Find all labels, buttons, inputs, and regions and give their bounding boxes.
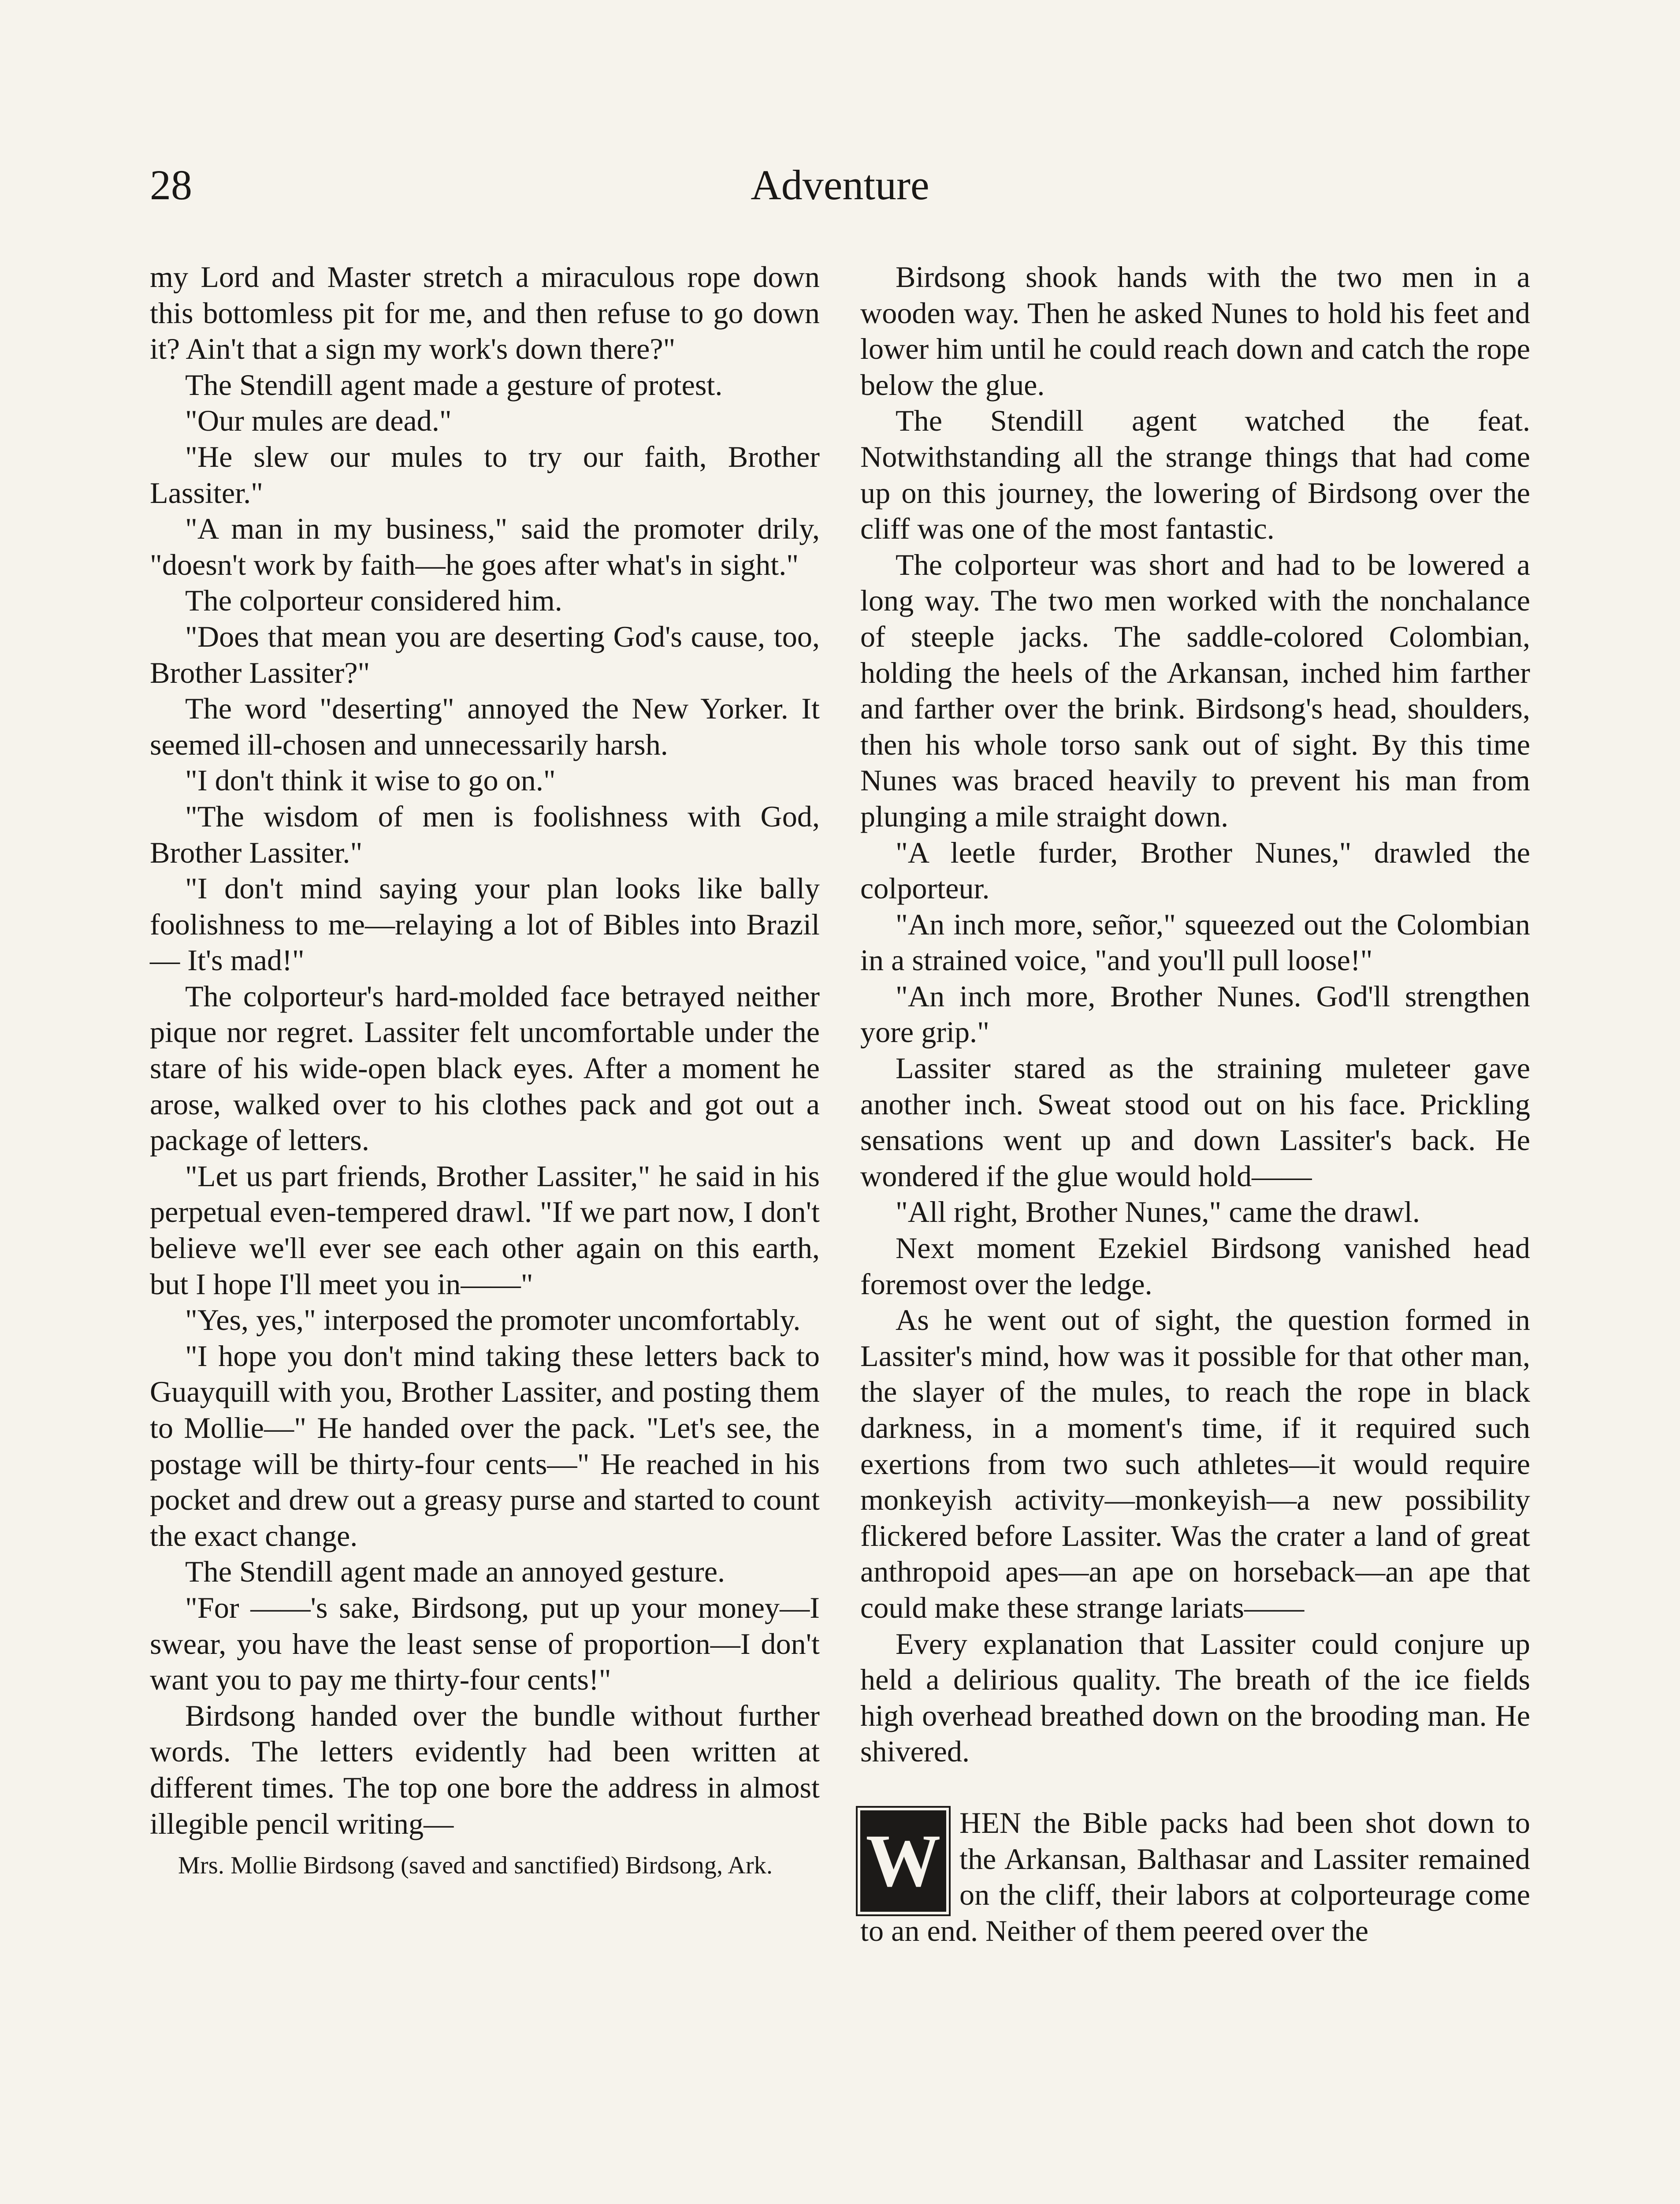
paragraph: "A man in my business," said the promoter drily, "doesn't work by faith—he goes after what's in sight." — [150, 512, 820, 581]
paragraph: "All right, Brother Nunes," came the drawl. — [896, 1195, 1420, 1229]
letter-address: Mrs. Mollie Birdsong (saved and sanctified) Birdsong, Ark. — [178, 1852, 773, 1880]
left-column — [150, 259, 820, 1880]
paragraph: "Let us part friends, Brother Lassiter," he said in his perpetual even-tempered drawl. "If we part now, I don't believe we'll ever see each other again on this earth, but I hope I'll meet you in——" — [150, 1159, 820, 1301]
section-opening-paragraph — [860, 1805, 1530, 1949]
paragraph: "Yes, yes," interposed the promoter uncomfortably. — [185, 1303, 801, 1337]
paragraph: "Does that mean you are deserting God's cause, too, Brother Lassiter?" — [150, 619, 820, 689]
paragraph: "I hope you don't mind taking these letters back to Guayquill with you, Brother Lassiter, and posting them to Mollie—" He handed over the pack. "Let's see, the postage will be thirty-four cents—" He reached in his pocket and drew out a greasy purse and started to count the exact change. — [150, 1339, 820, 1552]
paragraph: The colporteur was short and had to be lowered a long way. The two men worked with the nonchalance of steeple jacks. The saddle-colored Colombian, holding the heels of the Arkansan, inched him farther and farther over the brink. Birdsong's head, shoulders, then his whole torso sank out of sight. By this time Nunes was braced heavily to prevent his man from plunging a mile straight down. — [860, 547, 1530, 833]
paragraph: The colporteur considered him. — [185, 584, 562, 618]
paragraph: The Stendill agent watched the feat. Notwithstanding all the strange things that had come up on this journey, the lowering of Birdsong over the cliff was one of the most fantastic. — [860, 404, 1530, 546]
paragraph: The word "deserting" annoyed the New Yorker. It seemed ill-chosen and unnecessarily harsh. — [150, 692, 820, 761]
paragraph: "He slew our mules to try our faith, Brother Lassiter." — [150, 439, 820, 510]
paragraph: The Stendill agent made a gesture of protest. — [185, 368, 723, 402]
paragraph: Birdsong shook hands with the two men in a wooden way. Then he asked Nunes to hold his feet and lower him until he could reach down and catch the rope below the glue. — [860, 260, 1530, 402]
paragraph: "Our mules are dead." — [185, 404, 452, 438]
right-column — [860, 259, 1530, 1949]
paragraph: "An inch more, señor," squeezed out the Colombian in a strained voice, "and you'll pull loose!" — [860, 907, 1530, 977]
paragraph: Birdsong handed over the bundle without further words. The letters evidently had been written at different times. The top one bore the address in almost illegible pencil writing— — [150, 1698, 820, 1840]
paragraph: "For ——'s sake, Birdsong, put up your money—I swear, you have the least sense of proportion—I don't want you to pay me thirty-four cents!" — [150, 1590, 820, 1697]
running-head: Adventure — [751, 161, 929, 208]
paragraph: Lassiter stared as the straining muleteer gave another inch. Sweat stood out on his face. Prickling sensations went up and down Lassiter's back. He wondered if the glue would hold—— — [860, 1051, 1530, 1193]
paragraph: my Lord and Master stretch a miraculous rope down this bottomless pit for me, and then refuse to go down it? Ain't that a sign my work's down there?" — [150, 260, 820, 366]
page-number: 28 — [150, 161, 192, 208]
paragraph: "A leetle furder, Brother Nunes," drawled the colporteur. — [860, 835, 1530, 905]
paragraph: "An inch more, Brother Nunes. God'll strengthen yore grip." — [860, 979, 1530, 1049]
section-opening-text: HEN the Bible packs had been shot down to the Arkansan, Balthasar and Lassiter remained on the cliff, their labors at colporteurage come to an end. Neither of them peered over the — [860, 1806, 1530, 1947]
paragraph: The Stendill agent made an annoyed gesture. — [185, 1555, 725, 1589]
paragraph: "The wisdom of men is foolishness with God, Brother Lassiter." — [150, 799, 820, 869]
paragraph: Next moment Ezekiel Birdsong vanished head foremost over the ledge. — [860, 1231, 1530, 1301]
paragraph: Every explanation that Lassiter could conjure up held a delirious quality. The breath of the ice fields high overhead breathed down on the brooding man. He shivered. — [860, 1627, 1530, 1768]
paragraph: "I don't mind saying your plan looks like bally foolishness to me—relaying a lot of Bibles into Brazil— It's mad!" — [150, 871, 820, 977]
paragraph: The colporteur's hard-molded face betrayed neither pique nor regret. Lassiter felt uncomfortable under the stare of his wide-open black eyes. After a moment he arose, walked over to his clothes pack and got out a package of letters. — [150, 979, 820, 1157]
drop-cap: W — [860, 1810, 946, 1912]
paragraph: As he went out of sight, the question formed in Lassiter's mind, how was it possible for that other man, the slayer of the mules, to reach the rope in black darkness, in a moment's time, if it required such exertions from two such athletes—it would require monkeyish activity—monkeyish—a new possibility flickered before Lassiter. Was the crater a land of great anthropoid apes—an ape on horseback—an ape that could make these strange lariats—— — [860, 1303, 1530, 1624]
paragraph: "I don't think it wise to go on." — [185, 763, 556, 797]
